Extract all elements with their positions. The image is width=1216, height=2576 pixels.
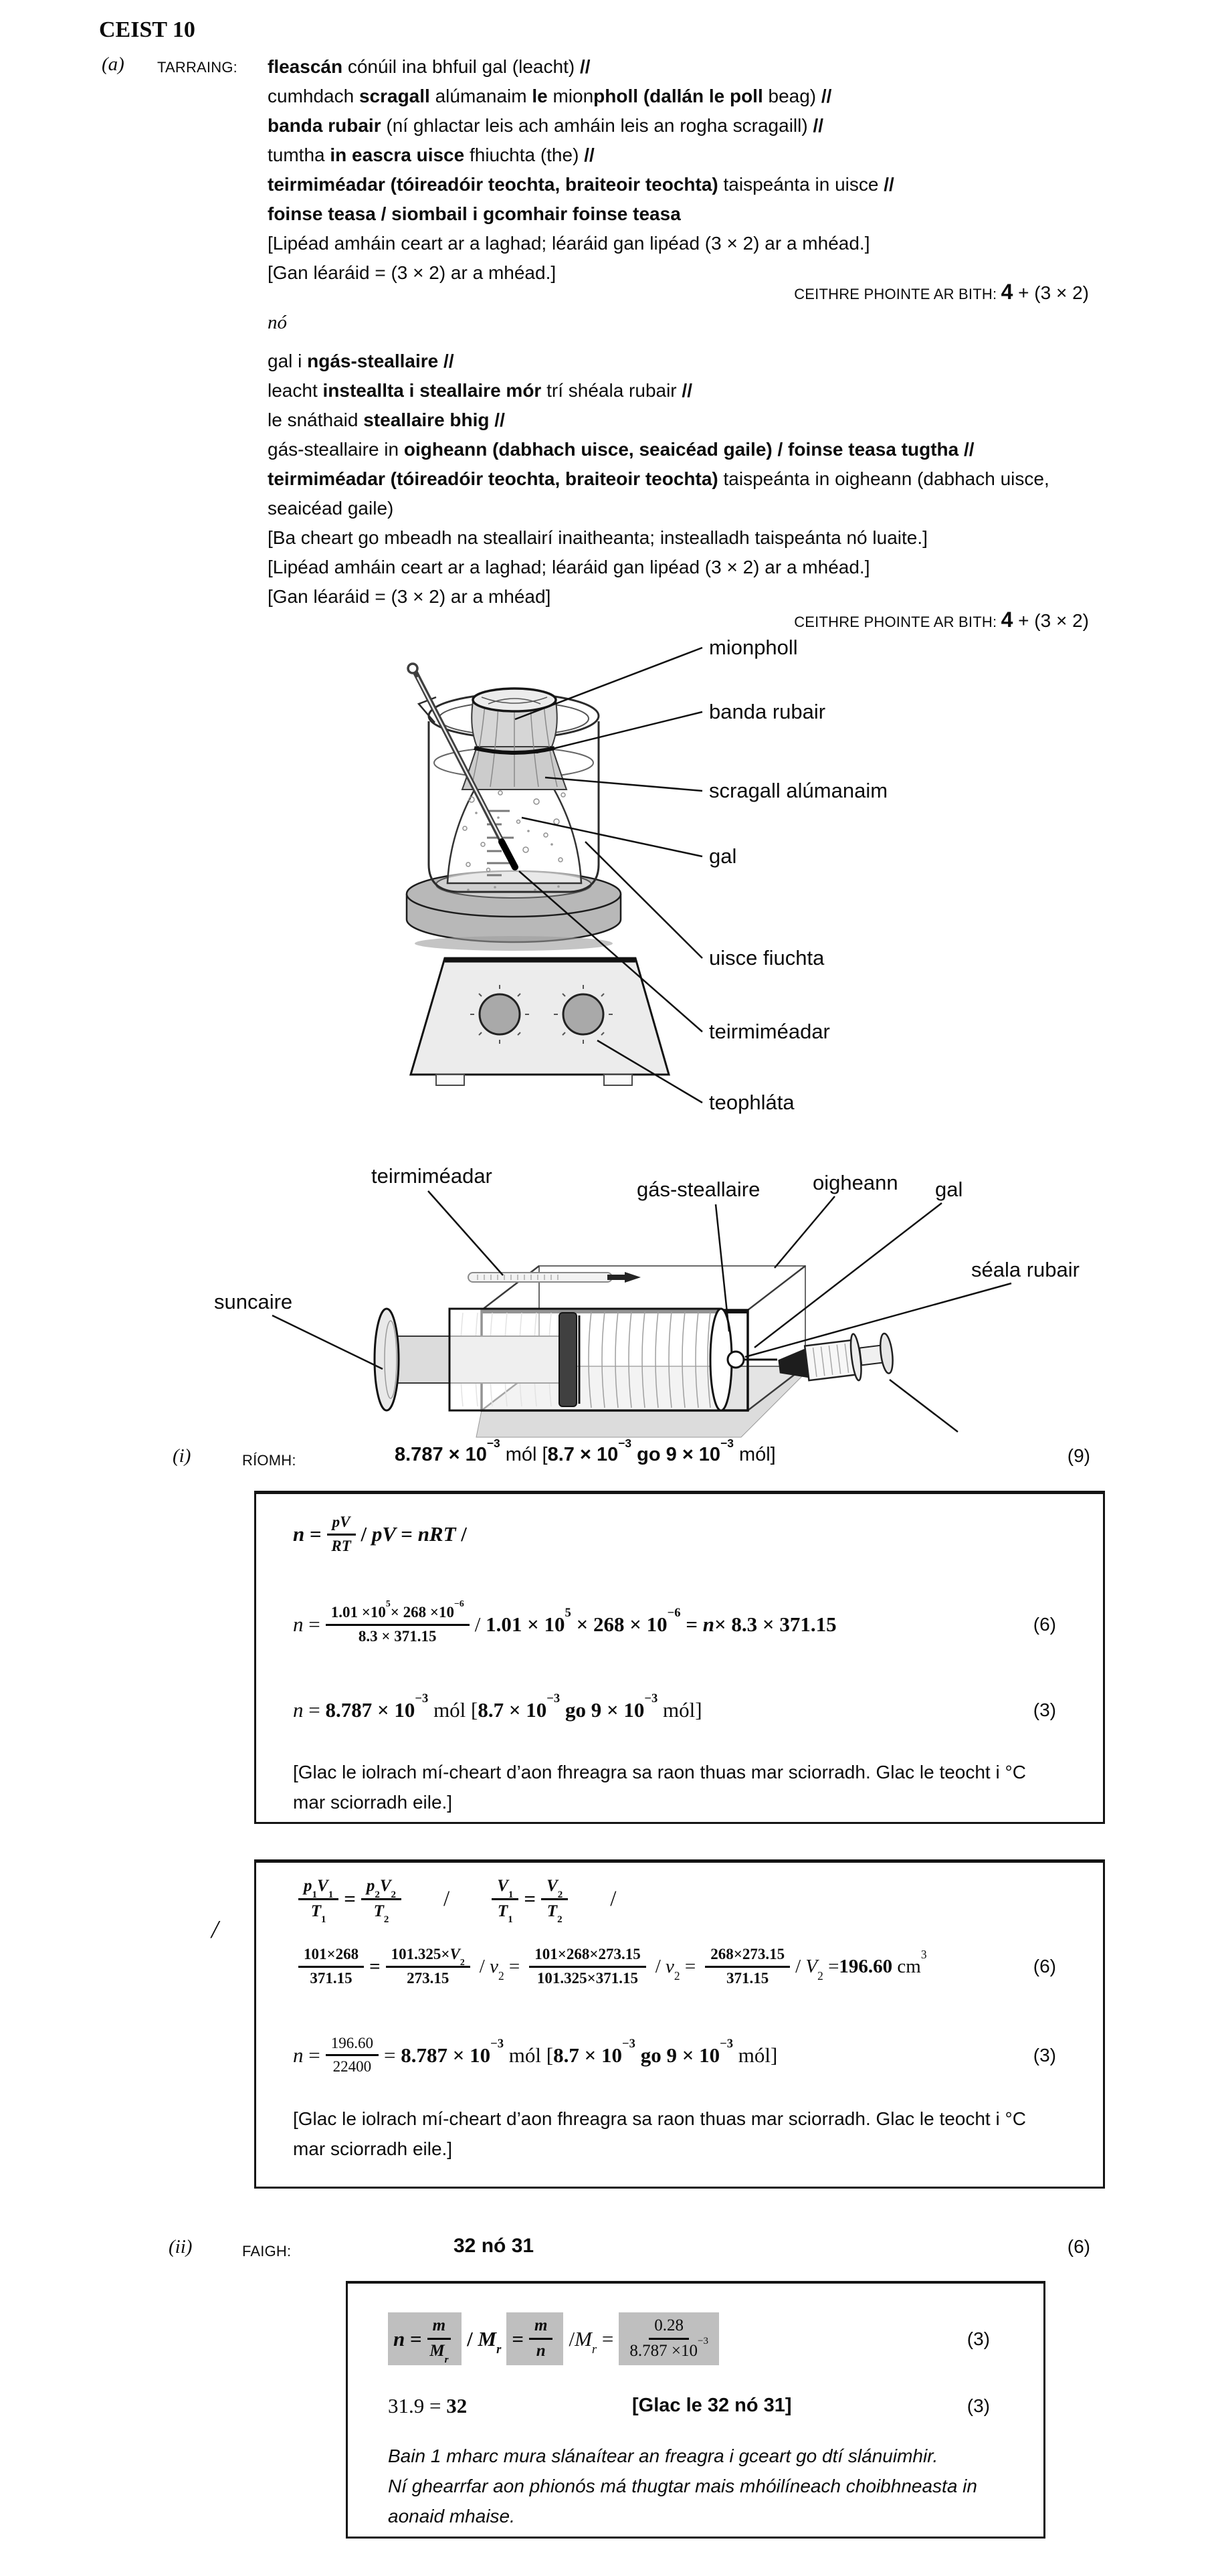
- answer-line: tumtha in eascra uisce fhiuchta (the) //: [268, 145, 595, 165]
- gas-syringe: [375, 1309, 777, 1410]
- any-four-caps: CEITHRE PHOINTE AR BITH:: [794, 614, 1001, 630]
- marks-badge: (3): [967, 2395, 990, 2416]
- diagram2-label-gas-steallaire: gás-steallaire: [637, 1178, 761, 1201]
- worked-solution-box-3: [346, 2281, 1045, 2539]
- part-i-marks: (9): [1067, 1445, 1090, 1466]
- answer-line: le snáthaid steallaire bhig //: [268, 409, 505, 430]
- part-a-label: (a): [102, 54, 124, 75]
- diagram2-label-oigheann: oigheann: [813, 1171, 898, 1194]
- part-i-answer: $8.787 \times 10^{-3}$ mól [$8.7 \times 10^{-3}$ go $9 \times 10^{-3}$ mól]: [395, 1436, 776, 1465]
- part-i-label: (i): [173, 1445, 191, 1467]
- fraction-numerator: 101×268×273.15: [529, 1946, 645, 1967]
- plunger-seal: [559, 1313, 577, 1406]
- penalty-note: Ní ghearrfar aon phionós má thugtar mais mhóilíneach choibhneasta in aonaid mhaise.: [388, 2476, 977, 2526]
- marks-badge: (6): [1033, 1956, 1056, 1976]
- part-a-alternative-lines: [268, 347, 1049, 612]
- fraction-denominator: $T_1$: [310, 1902, 326, 1926]
- fraction-denominator: $8.787 \times 10^{-3}$: [629, 2336, 708, 2360]
- fraction: [326, 1598, 470, 1645]
- fraction-numerator: 0.28: [649, 2316, 689, 2340]
- part-i-row: [0, 1436, 1216, 1479]
- fraction-denominator: 101.325×371.15: [536, 1969, 639, 1987]
- answer-line: [Gan léaráid = (3 × 2) ar a mhéad]: [268, 586, 551, 607]
- answer-line: leacht insteallta i steallaire mór trí shéala rubair //: [268, 380, 692, 401]
- formula-text: n =: [293, 1613, 320, 1636]
- part-a-task-label: TARRAING:: [157, 59, 237, 76]
- fraction-denominator: $T_2$: [546, 1902, 563, 1926]
- marks-badge: (6): [1033, 1614, 1056, 1635]
- fraction-denominator: RT: [331, 1537, 351, 1554]
- fraction: [298, 1946, 364, 1987]
- fraction: [298, 1876, 338, 1926]
- highlighted-term: [619, 2312, 719, 2365]
- fraction-denominator: 371.15: [310, 1969, 352, 1987]
- part-ii-answer: 32 nó 31: [453, 2235, 534, 2257]
- formula-text: n =: [293, 2043, 320, 2067]
- diagram2-label-seala-rubair: séala rubair: [971, 1258, 1080, 1281]
- formula-line: [293, 1938, 1066, 1995]
- any-four-points-note: [794, 608, 1089, 632]
- equals: =: [524, 1887, 536, 1910]
- formula-text: / $V_2 =196.60$ $cm^3$: [795, 1948, 927, 1983]
- fraction-numerator: $V_2$: [541, 1877, 568, 1900]
- fraction: [327, 1513, 356, 1555]
- worked-solution-box-2: [254, 1859, 1105, 2189]
- fraction-numerator: 268×273.15: [705, 1946, 790, 1967]
- diagram1-label-gal: gal: [709, 844, 737, 868]
- rounded-answer: 31.9 = 32: [388, 2393, 468, 2417]
- formula-line: [293, 1594, 1066, 1655]
- part-ii-marks: (6): [1067, 2236, 1090, 2257]
- fraction-numerator: pV: [327, 1513, 356, 1535]
- fraction: [529, 2316, 552, 2361]
- examiner-note: [Glac le iolrach mí-cheart d’aon fhreagra sa raon thuas mar sciorradh. Glac le teocht i °C mar sciorradh eile.]: [293, 1762, 1026, 1813]
- fraction: [705, 1946, 790, 1987]
- marks-badge: (3): [1033, 1699, 1056, 1720]
- answer-line: teirmiméadar (tóireadóir teochta, braiteoir teochta) taispeánta in uisce //: [268, 174, 894, 195]
- alternative-slash: /: [211, 1916, 219, 1944]
- diagram-gas-syringe-oven: [0, 1137, 1216, 1452]
- formula-text: =: [512, 2326, 524, 2351]
- equals: =: [344, 1887, 356, 1910]
- part-ii-label: (ii): [169, 2236, 193, 2258]
- fraction-denominator: 22400: [332, 2058, 372, 2075]
- page-title: CEIST 10: [99, 17, 195, 42]
- fraction: [492, 1876, 518, 1926]
- any-four-rest: + (3 × 2): [1013, 282, 1089, 303]
- fraction: [361, 1876, 401, 1926]
- diagram-flask-in-beaker: [0, 632, 1216, 1141]
- formula-line: [293, 2030, 1066, 2080]
- worked-solution-box-1: [254, 1491, 1105, 1824]
- answer-line: seaicéad gaile): [268, 498, 394, 519]
- oven-thermometer: [468, 1272, 641, 1283]
- answer-line: [Lipéad amháin ceart ar a laghad; léaráid gan lipéad (3 × 2) ar a mhéad.]: [268, 557, 870, 577]
- formula-text: $/M_r$ =: [569, 2326, 614, 2357]
- formula-text: / $1.01 \times 10^5 \times 268 \times 10^{-6} = n\times 8.3 \times 371.15$: [474, 1606, 837, 1636]
- fraction: [427, 2316, 451, 2365]
- thermometer-ring: [408, 664, 417, 673]
- fraction-numerator: m: [529, 2316, 552, 2340]
- fraction-numerator: $V_1$: [492, 1877, 518, 1900]
- fraction-numerator: $1.01 \times 10^5\times 268 \times 10^{-6}$: [326, 1604, 470, 1625]
- any-four-caps: CEITHRE PHOINTE AR BITH:: [794, 286, 1001, 302]
- fraction-denominator: 8.3 × 371.15: [358, 1627, 437, 1645]
- diagram2-label-suncaire: suncaire: [214, 1290, 293, 1313]
- any-four-points-note: [794, 280, 1089, 304]
- formula-text: / $v_2$ =: [655, 1955, 696, 1983]
- formula-text: n =: [393, 2326, 422, 2351]
- fraction-denominator: 273.15: [407, 1969, 449, 1987]
- rubber-seal-tip: [728, 1352, 744, 1368]
- diagram1-label-scragall-alumanaim: scragall alúmanaim: [709, 779, 888, 802]
- answer-line: gás-steallaire in oigheann (dabhach uisce, seaicéad gaile) / foinse teasa tugtha //: [268, 439, 975, 460]
- formula-text: / $M_r$: [467, 2326, 502, 2357]
- part-i-task-label: RÍOMH:: [242, 1452, 296, 1469]
- answer-line: cumhdach scragall alúmanaim le mionpholl (dallán le poll beag) //: [268, 86, 832, 106]
- plunger-disc: [375, 1309, 399, 1410]
- alternative-slash: /: [610, 1886, 617, 1911]
- fraction-denominator: $T_1$: [497, 1902, 513, 1926]
- answer-line: [Lipéad amháin ceart ar a laghad; léaráid gan lipéad (3 × 2) ar a mhéad.]: [268, 233, 870, 254]
- marks-badge: (3): [1033, 2044, 1056, 2065]
- highlighted-term: [506, 2312, 563, 2365]
- fraction-numerator: m: [427, 2316, 451, 2340]
- fraction-denominator: 371.15: [726, 1969, 769, 1987]
- answer-line: fleascán cónúil ina bhfuil gal (leacht) //: [268, 56, 591, 77]
- fraction: [529, 1946, 645, 1987]
- diagram2-label-teirmimeadar: teirmiméadar: [371, 1164, 492, 1188]
- formula-line: [293, 1869, 1066, 1928]
- formula-line: [293, 1693, 1066, 1727]
- formula-text: / pV = nRT /: [361, 1522, 467, 1546]
- answer-line: banda rubair (ní ghlactar leis ach amháin leis an rogha scragaill) //: [268, 115, 824, 136]
- part-ii-task-label: FAIGH:: [242, 2243, 292, 2260]
- or-label: nó: [268, 312, 287, 333]
- fraction: [629, 2316, 708, 2361]
- fraction-numerator: $p_2V_2$: [361, 1877, 401, 1900]
- answer-line: [Gan léaráid = (3 × 2) ar a mhéad.]: [268, 262, 556, 283]
- fraction: [326, 2035, 379, 2076]
- highlighted-term: [388, 2312, 462, 2365]
- fraction: [541, 1876, 568, 1926]
- any-four-rest: + (3 × 2): [1013, 610, 1089, 631]
- penalty-note: Bain 1 mharc mura slánaítear an freagra i gceart go dtí slánuimhir.: [388, 2446, 938, 2466]
- fraction-numerator: $101.325\times V_2$: [386, 1946, 470, 1967]
- diagram1-label-banda-rubair: banda rubair: [709, 700, 826, 723]
- formula-line: [293, 1514, 1066, 1554]
- alternative-slash: /: [443, 1886, 450, 1911]
- equals: =: [369, 1955, 381, 1977]
- diagram2-label-gal: gal: [935, 1178, 963, 1201]
- formula-text: $n = 8.787 \times 10^{-3}$ mól [$8.7 \times 10^{-3}$ go $9 \times 10^{-3}$ mól]: [293, 1691, 702, 1722]
- fraction-numerator: 101×268: [298, 1946, 364, 1967]
- diagram1-label-teophlata: teophláta: [709, 1091, 795, 1114]
- diagram1-label-mionpholl: mionpholl: [709, 636, 798, 659]
- barrel-glass: [449, 1309, 721, 1410]
- formula-line: [388, 2391, 1003, 2421]
- formula-line: [388, 2307, 1003, 2371]
- formula-text: n =: [293, 1522, 322, 1546]
- answer-line: foinse teasa / siombail i gcomhair foinse teasa: [268, 203, 681, 224]
- fraction-numerator: 196.60: [326, 2035, 379, 2056]
- thermometer-tip: [625, 1272, 641, 1283]
- hotplate: [411, 958, 669, 1085]
- answer-line: gal i ngás-steallaire //: [268, 351, 454, 371]
- fraction: [386, 1946, 470, 1987]
- foil-cap: [462, 688, 567, 790]
- formula-text: / $v_2$ =: [479, 1955, 520, 1983]
- marks-badge: (3): [967, 2328, 990, 2349]
- diagram1-label-teirmimeadar: teirmiméadar: [709, 1020, 830, 1043]
- part-a-answer-lines: [268, 52, 894, 288]
- answer-line: [Ba cheart go mbeadh na steallairí inaitheanta; instealladh taispeánta nó luaite.]: [268, 527, 928, 548]
- part-ii-row: [0, 2235, 1216, 2270]
- hotplate-foot: [604, 1075, 632, 1085]
- fraction-denominator: $M_r$: [429, 2342, 449, 2365]
- fraction-denominator: $T_2$: [373, 1902, 389, 1926]
- formula-text: = $8.787 \times 10^{-3}$ mól [$8.7 \times 10^{-3}$ go $9 \times 10^{-3}$ mól]: [383, 2036, 778, 2067]
- diagram1-label-uisce-fiuchta: uisce fiuchta: [709, 946, 825, 970]
- answer-line: teirmiméadar (tóireadóir teochta, braiteoir teochta) taispeánta in oigheann (dabhach uisce,: [268, 468, 1049, 489]
- accept-note: [Glac le 32 nó 31]: [632, 2395, 792, 2416]
- fraction-numerator: $p_1V_1$: [298, 1877, 338, 1900]
- disc-shadow: [415, 936, 613, 951]
- any-four-total: 4: [1001, 280, 1013, 304]
- fraction-denominator: n: [536, 2342, 546, 2360]
- hotplate-foot: [436, 1075, 464, 1085]
- examiner-note: [Glac le iolrach mí-cheart d’aon fhreagra sa raon thuas mar sciorradh. Glac le teocht i °C mar sciorradh eile.]: [293, 2108, 1026, 2159]
- any-four-total: 4: [1001, 608, 1013, 632]
